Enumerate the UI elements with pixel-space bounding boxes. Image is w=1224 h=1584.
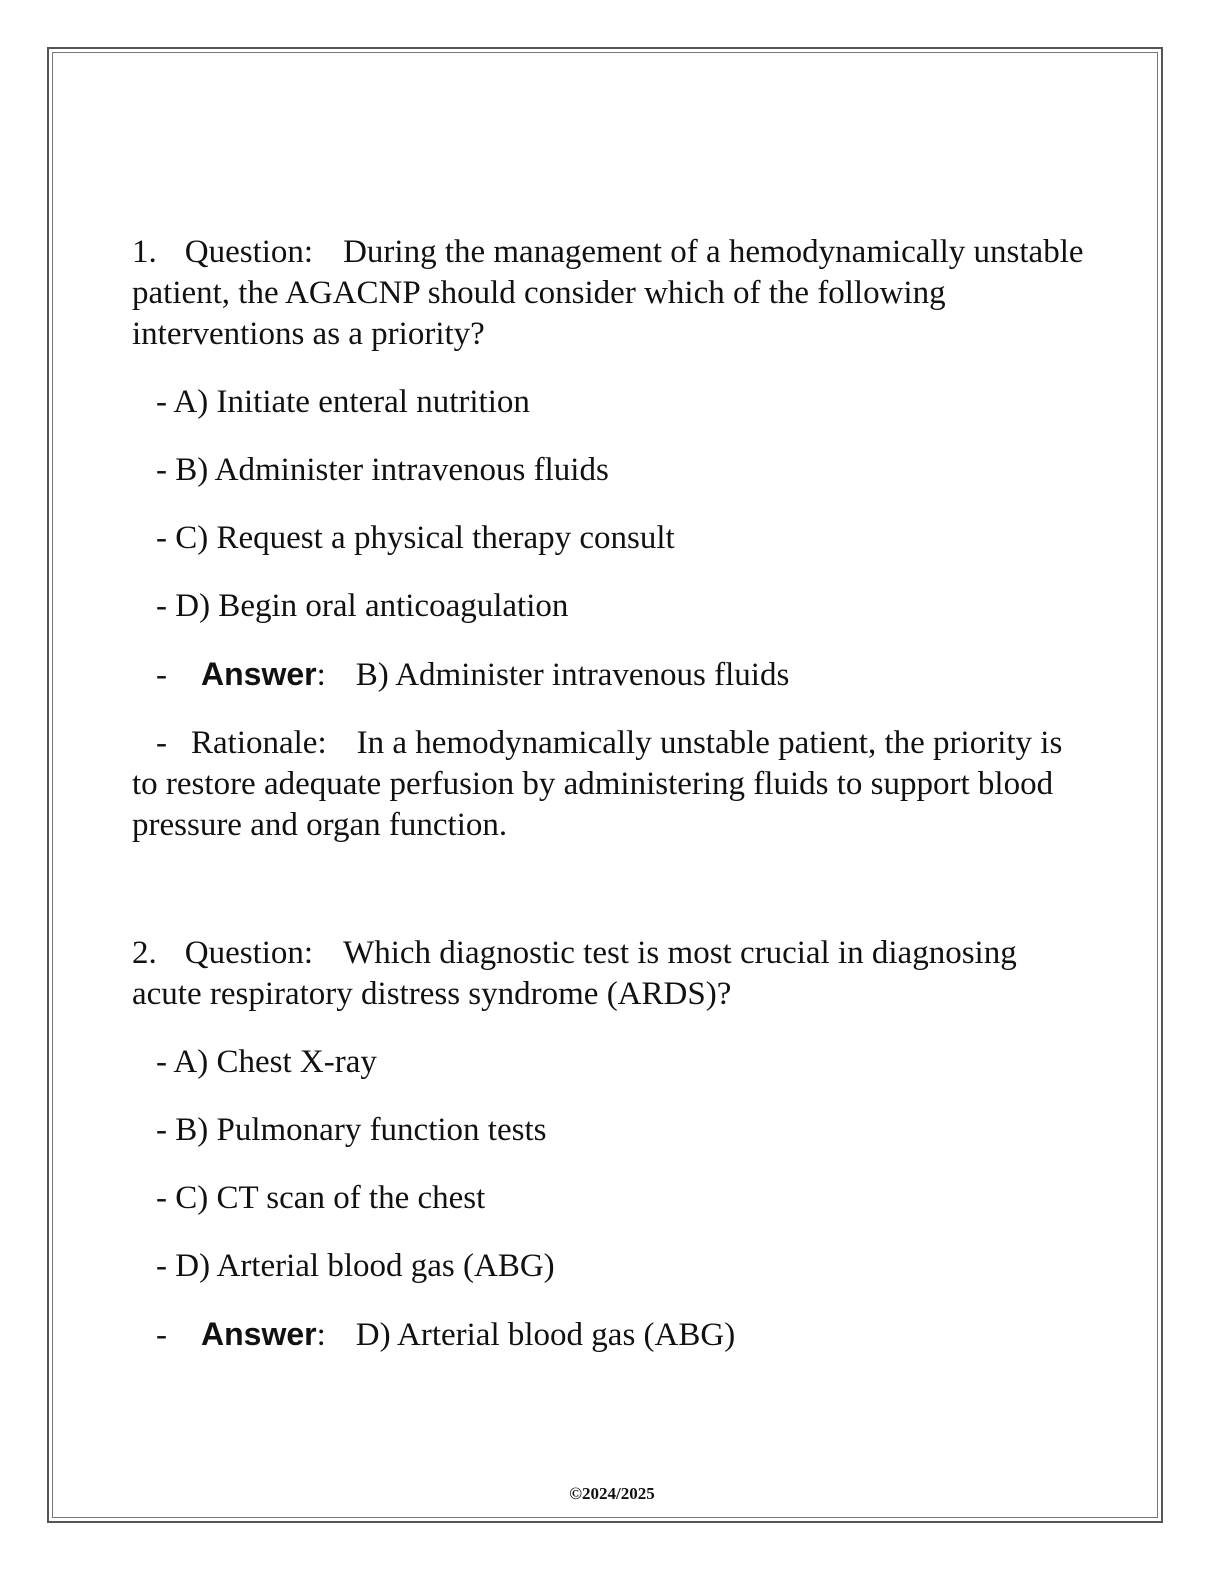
option-a: - A) Initiate enteral nutrition — [156, 384, 530, 420]
option-b: - B) Pulmonary function tests — [156, 1112, 547, 1148]
answer-line — [156, 654, 1092, 696]
rationale-label: Rationale: — [191, 725, 327, 761]
rationale-text: In a hemodynamically unstable patient, the priority is to restore adequate perfusion by administering fluids to support blood pressure and organ function. — [132, 725, 1063, 843]
rationale — [132, 723, 1092, 846]
answer-colon: : — [316, 1317, 326, 1353]
option-c: - C) CT scan of the chest — [156, 1180, 486, 1216]
answer-text: D) Arterial blood gas (ABG) — [355, 1317, 736, 1353]
question-label: Question: — [184, 234, 314, 270]
option-d: - D) Arterial blood gas (ABG) — [156, 1248, 555, 1284]
question-1-stem — [132, 232, 1092, 355]
question-number: 1. — [132, 234, 157, 270]
question-1 — [132, 232, 1092, 846]
question-text: During the management of a hemodynamically unstable patient, the AGACNP should consider which of the following interventions as a priority? — [132, 234, 1084, 352]
option-b: - B) Administer intravenous fluids — [156, 452, 609, 488]
question-number: 2. — [132, 935, 157, 971]
question-2 — [132, 933, 1092, 1356]
question-text: Which diagnostic test is most crucial in diagnosing acute respiratory distress syndrome (ARDS)? — [132, 935, 1017, 1012]
answer-line — [156, 1314, 1092, 1356]
question-list — [132, 232, 1092, 1356]
option-a: - A) Chest X-ray — [156, 1044, 377, 1080]
rationale-dash: - — [156, 725, 167, 761]
answer-colon: : — [316, 657, 326, 693]
question-2-stem — [132, 933, 1092, 1015]
answer-label: Answer — [201, 1316, 317, 1352]
option-d: - D) Begin oral anticoagulation — [156, 588, 569, 624]
copyright-footer: ©2024/2025 — [569, 1484, 655, 1503]
answer-text: B) Administer intravenous fluids — [355, 657, 790, 693]
answer-label: Answer — [201, 656, 317, 692]
option-c: - C) Request a physical therapy consult — [156, 520, 675, 556]
question-label: Question: — [184, 935, 314, 971]
answer-dash: - — [156, 1317, 167, 1353]
answer-dash: - — [156, 657, 167, 693]
